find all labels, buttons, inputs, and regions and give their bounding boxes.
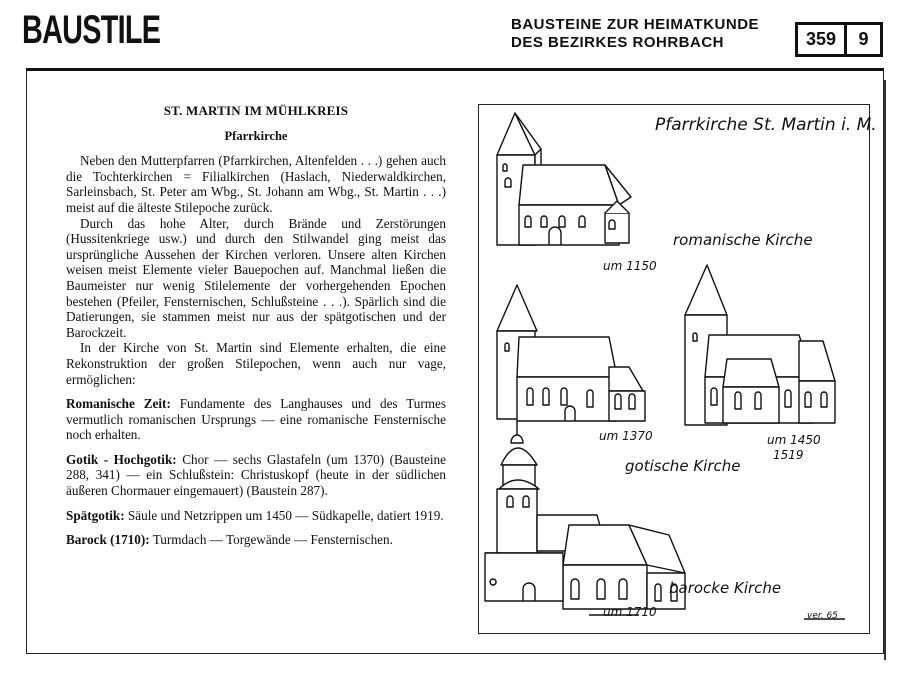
section-label: Romanische Zeit: <box>66 396 171 412</box>
date-baroque: um 1710 <box>603 605 657 619</box>
sheet-number-box <box>795 22 883 57</box>
paragraph: Durch das hohe Alter, durch Brände und Zerstörungen (Hussitenkriege usw.) und durch den Stilwandel ging meist das ursprüngliche Aussehen der Kirchen verloren. Unsere alten Kirchen weisen meist Elemente vieler Bauepochen auf. Manchmal ließen die Baumeister nur wenig Stilelemente der vorhergehenden Epochen bestehen (Pfeiler, Fensternischen, Schlußsteine . . .). Spärlich sind die Datierungen, sie stammen meist nur aus der spätgotischen und der Barockzeit. <box>66 215 446 340</box>
section-text: Säule und Netzrippen um 1450 — Südkapelle, datiert 1919. <box>127 507 444 523</box>
section-gothic <box>66 452 446 499</box>
series-line-2: DES BEZIRKES ROHRBACH <box>511 34 725 51</box>
date-gothic-right-1: um 1450 <box>767 433 821 447</box>
article-text <box>66 103 446 548</box>
artist-signature: ver. 65 <box>807 611 838 621</box>
date-romanesque: um 1150 <box>603 259 657 273</box>
date-gothic-left: um 1370 <box>599 429 653 443</box>
article-title: ST. MARTIN IM MÜHLKREIS <box>163 103 349 118</box>
article-subtitle: Pfarrkirche <box>224 128 288 143</box>
section-text: Chor — sechs Glastafeln (um 1370) (Bausteine 288, 341) — ein Schlußstein: Christuskopf (heute in der südlichen äußeren Chormauer eingemauert) (Baustein 287). <box>66 451 446 499</box>
gothic-church-right-drawing <box>685 265 835 425</box>
section-late-gothic <box>66 508 446 524</box>
section-baroque <box>66 532 446 548</box>
baroque-church-drawing <box>485 421 685 615</box>
brand-title: BAUSTILE <box>22 8 161 52</box>
paragraph: In der Kirche von St. Martin sind Elemente erhalten, die eine Rekonstruktion der großen Stilepochen, wenn auch nur vage, ermöglichen: <box>66 340 446 387</box>
label-baroque: barocke Kirche <box>669 579 782 597</box>
series-line-1: BAUSTEINE ZUR HEIMATKUNDE <box>511 16 760 33</box>
label-romanesque: romanische Kirche <box>673 231 813 249</box>
sheet-page: 9 <box>858 29 869 49</box>
section-text: Turmdach — Torgewände — Fensternischen. <box>152 532 393 548</box>
sheet-number: 359 <box>798 25 847 54</box>
section-text: Fundamente des Langhauses und des Turmes vermutlich romanischen Ursprungs — eine romanische Fensternische noch erhalten. <box>66 396 447 443</box>
section-romanesque <box>66 396 446 443</box>
series-title <box>511 16 759 52</box>
section-label: Spätgotik: <box>66 507 125 523</box>
illustration-title: Pfarrkirche St. Martin i. M. <box>655 115 877 135</box>
date-gothic-right-2: 1519 <box>773 448 804 462</box>
paragraph: Neben den Mutterpfarren (Pfarrkirchen, Altenfelden . . .) gehen auch die Tochterkirchen = Filialkirchen (Haslach, Niederwaldkirchen, Sarleinsbach, St. Peter am Wbg., St. Johann am Wbg., St. Martin . . .) meist auf die älteste Stilepoche zurück. <box>66 153 446 215</box>
right-edge-rule <box>884 80 886 660</box>
label-gothic: gotische Kirche <box>625 457 741 475</box>
section-label: Gotik - Hochgotik: <box>66 451 177 467</box>
romanesque-church-drawing <box>497 113 631 245</box>
church-illustration <box>478 104 877 634</box>
section-label: Barock (1710): <box>66 532 150 548</box>
gothic-church-left-drawing <box>497 285 645 421</box>
